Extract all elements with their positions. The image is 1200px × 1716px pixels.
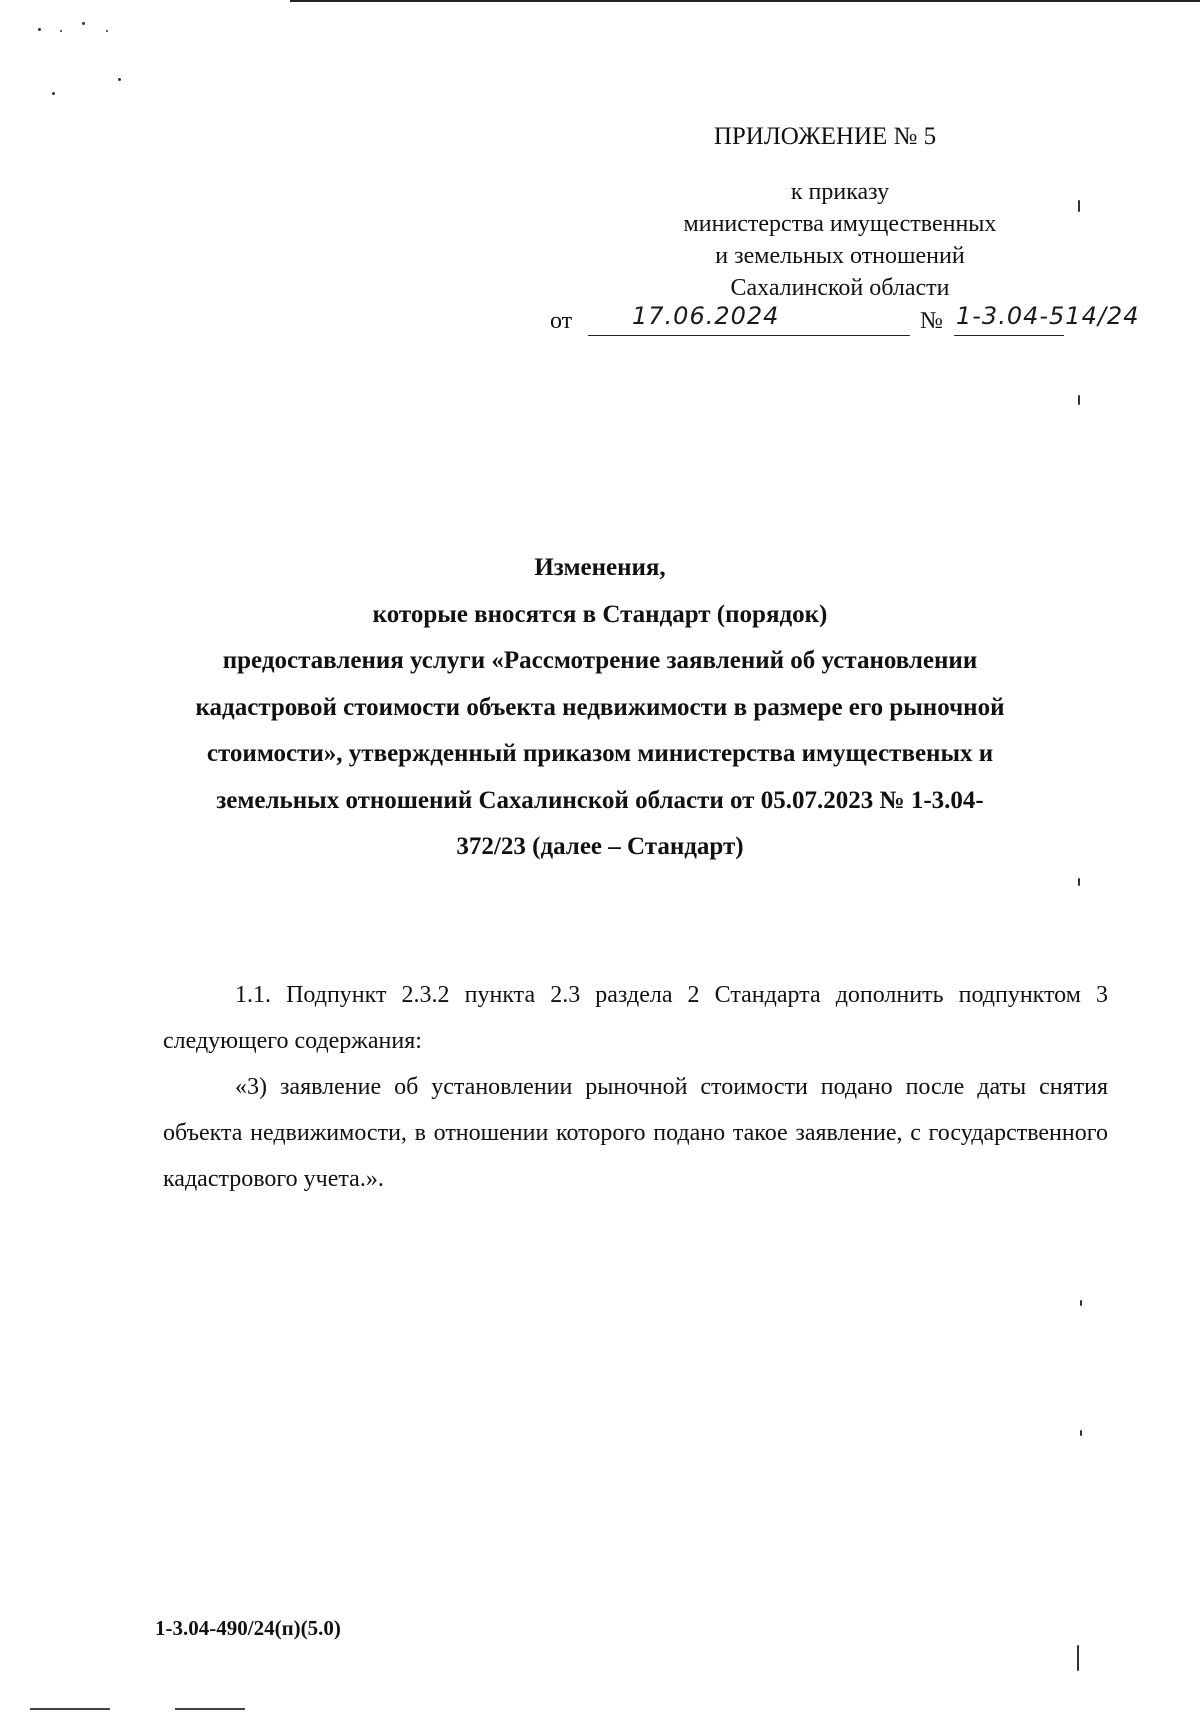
date-underline (588, 335, 910, 336)
from-label: от (550, 308, 573, 334)
title-line: земельных отношений Сахалинской области от 05.07.2023 № 1-3.04- (216, 786, 984, 814)
title-line: кадастровой стоимости объекта недвижимости в размере его рыночной (195, 693, 1005, 721)
handwritten-number: 1-3.04-514/24 (956, 302, 1140, 330)
title-line: Изменения, (534, 554, 666, 581)
document-body (163, 972, 1108, 1202)
scan-bottom-mark (30, 1708, 110, 1710)
appendix-line: к приказу (790, 179, 890, 205)
appendix-order-reference (590, 176, 1090, 304)
title-line: которые вносятся в Стандарт (порядок) (372, 600, 828, 628)
scan-bottom-mark (175, 1708, 245, 1710)
number-label: № (920, 308, 943, 334)
title-line: 372/23 (далее – Стандарт) (456, 833, 744, 860)
appendix-line: Сахалинской области (730, 275, 950, 301)
footer-document-code: 1-3.04-490/24(п)(5.0) (155, 1616, 341, 1640)
appendix-title: ПРИЛОЖЕНИЕ № 5 (713, 123, 937, 150)
document-title (150, 545, 1050, 871)
title-line: предоставления услуги «Рассмотрение заявлений об установлении (222, 647, 978, 674)
scan-top-edge (290, 0, 1200, 2)
title-line: стоимости», утвержденный приказом министерства имущественых и (206, 740, 994, 767)
handwritten-date: 17.06.2024 (632, 302, 780, 330)
appendix-line: и земельных отношений (715, 243, 965, 269)
body-paragraph: 1.1. Подпункт 2.3.2 пункта 2.3 раздела 2 Стандарта дополнить подпунктом 3 следующего содержания: (163, 982, 1108, 1054)
number-underline (954, 335, 1064, 336)
order-date-number-row (550, 302, 1150, 342)
appendix-line: министерства имущественных (683, 211, 997, 237)
body-paragraph: «3) заявление об установлении рыночной стоимости подано после даты снятия объекта недвижимости, в отношении которого подано такое заявление, с государственного кадастрового учета.». (163, 1074, 1108, 1192)
